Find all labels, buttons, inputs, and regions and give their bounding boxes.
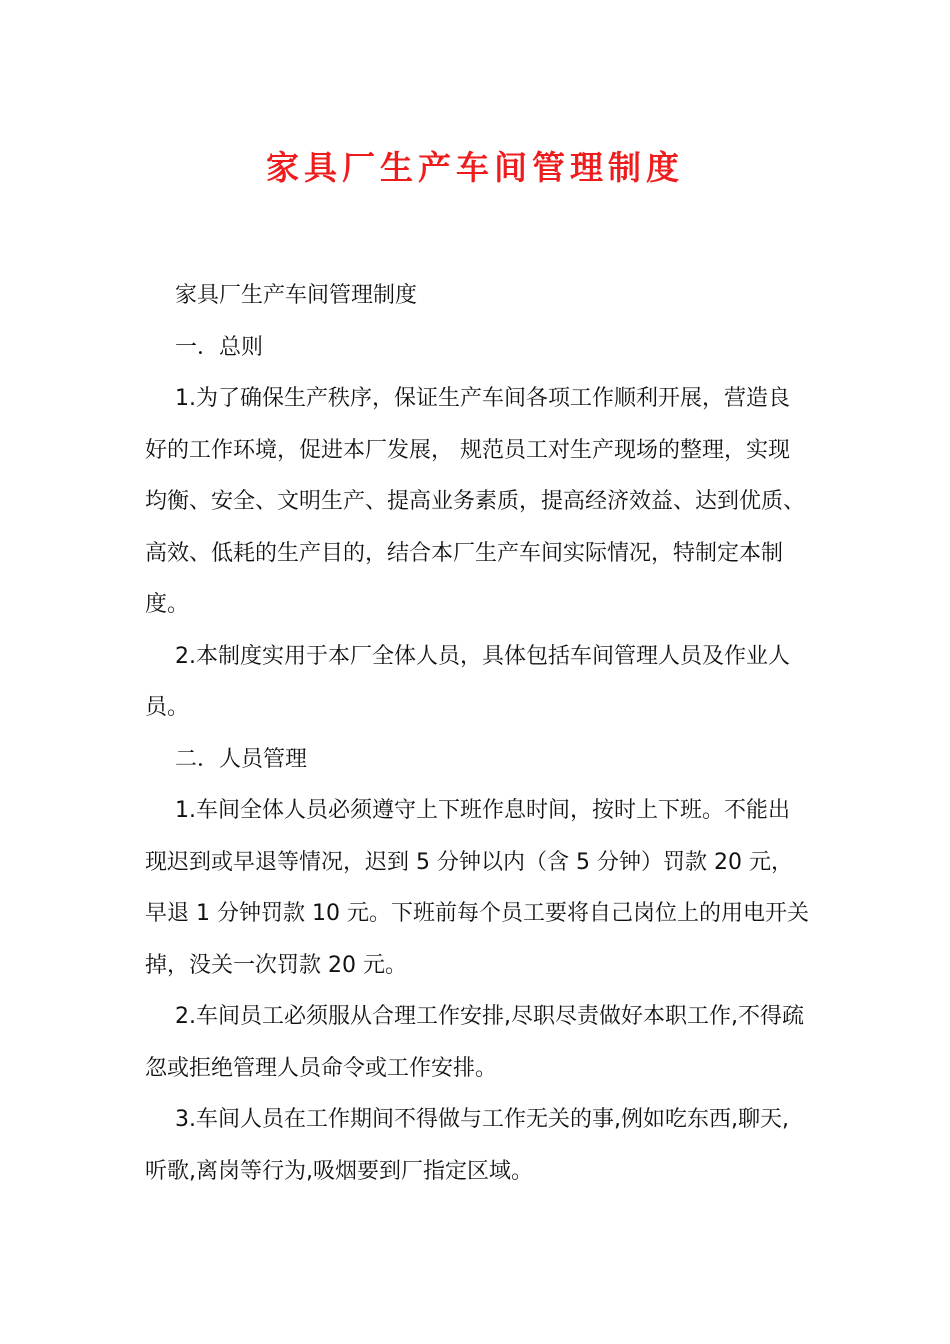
- section-heading-personnel: 二．人员管理: [175, 746, 308, 772]
- paragraph-general-1: 1.为了确保生产秩序，保证生产车间各项工作顺利开展，营造良好的工作环境，促进本厂发展， 规范员工对生产现场的整理，实现均衡、安全、文明生产、提高业务素质，提高经济效益、达到优质、高效、低耗的生产目的，结合本厂生产车间实际情况，特制定本制度。: [145, 386, 806, 617]
- section-heading-general: 一．总则: [175, 334, 264, 360]
- paragraph-general-2: 2.本制度实用于本厂全体人员，具体包括车间管理人员及作业人员。: [145, 643, 790, 720]
- document-title: 家具厂生产车间管理制度: [266, 148, 684, 187]
- paragraph-heading: 家具厂生产车间管理制度: [175, 283, 418, 308]
- paragraph-personnel-3: 3.车间人员在工作期间不得做与工作无关的事,例如吃东西,聊天,听歌,离岗等行为,吸烟要到厂指定区域。: [145, 1107, 789, 1184]
- paragraph-personnel-2: 2.车间员工必须服从合理工作安排,尽职尽责做好本职工作,不得疏忽或拒绝管理人员命令或工作安排。: [145, 1004, 804, 1081]
- paragraph-personnel-1: 1.车间全体人员必须遵守上下班作息时间，按时上下班。不能出现迟到或早退等情况，迟到 5 分钟以内（含 5 分钟）罚款 20 元，早退 1 分钟罚款 10 元。下班前每个员工要将自己岗位上的用电开关掉，没关一次罚款 20 元。: [145, 798, 809, 978]
- document-body: [145, 270, 810, 1197]
